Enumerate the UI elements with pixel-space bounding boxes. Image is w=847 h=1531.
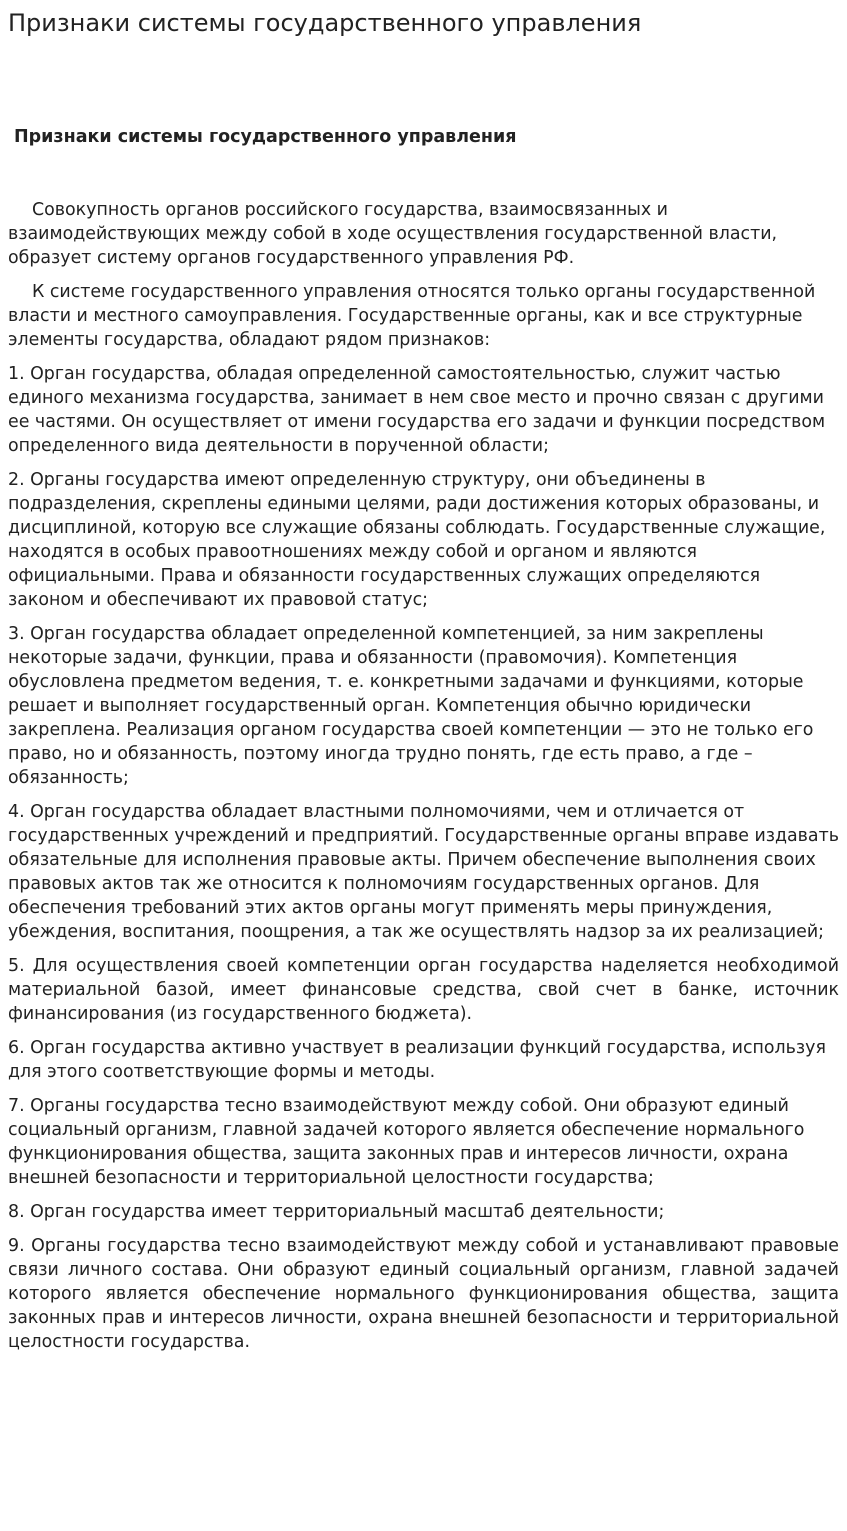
paragraph-item-5: 5. Для осуществления своей компетенции орган государства наделяется необходимой материальной базой, имеет финансовые средства, свой счет в банке, источник финансирования (из государственного бюджета). — [8, 956, 839, 1024]
paragraph-item-7: 7. Органы государства тесно взаимодействуют между собой. Они образуют единый социальный организм, главной задачей которого является обеспечение нормального функционирования общества, защита законных прав и интересов личности, охрана внешней безопасности и территориальной целостности государства; — [8, 1096, 805, 1188]
page-title: Признаки системы государственного управления — [8, 9, 642, 37]
paragraph-intro: Совокупность органов российского государства, взаимосвязанных и взаимодействующих между собой в ходе осуществления государственной власти, образует систему органов государственного управления РФ. — [8, 200, 778, 268]
article-heading: Признаки системы государственного управления — [14, 127, 517, 147]
article-body — [8, 198, 839, 1354]
paragraph-item-3: 3. Орган государства обладает определенной компетенцией, за ним закреплены некоторые задачи, функции, права и обязанности (правомочия). Компетенция обусловлена предметом ведения, т. е. конкретными задачами и функциями, которые решает и выполняет государственный орган. Компетенция обычно юридически закреплена. Реализация органом государства своей компетенции — это не только его право, но и обязанность, поэтому иногда трудно понять, где есть право, а где – обязанность; — [8, 624, 814, 788]
paragraph-item-1: 1. Орган государства, обладая определенной самостоятельностью, служит частью единого механизма государства, занимает в нем свое место и прочно связан с другими ее частями. Он осуществляет от имени государства его задачи и функции посредством определенного вида деятельности в порученной области; — [8, 364, 826, 456]
paragraph-item-2: 2. Органы государства имеют определенную структуру, они объединены в подразделения, скреплены едиными целями, ради достижения которых образованы, и дисциплиной, которую все служащие обязаны соблюдать. Государственные служащие, находятся в особых правоотношениях между собой и органом и являются официальными. Права и обязанности государственных служащих определяются законом и обеспечивают их правовой статус; — [8, 470, 826, 610]
paragraph-item-8: 8. Орган государства имеет территориальный масштаб деятельности; — [8, 1202, 665, 1222]
paragraph-item-9: 9. Органы государства тесно взаимодействуют между собой и устанавливают правовые связи личного состава. Они образуют единый социальный организм, главной задачей которого является обеспечение нормального функционирования общества, защита законных прав и интересов личности, охрана внешней безопасности и территориальной целостности государства. — [8, 1236, 839, 1352]
spacer — [8, 148, 839, 198]
paragraph-system: К системе государственного управления относятся только органы государственной власти и местного самоуправления. Государственные органы, как и все структурные элементы государства, обладают рядом признаков: — [8, 282, 816, 350]
spacer — [8, 38, 839, 126]
paragraph-item-6: 6. Орган государства активно участвует в реализации функций государства, используя для этого соответствующие формы и методы. — [8, 1038, 826, 1082]
paragraph-item-4: 4. Орган государства обладает властными полномочиями, чем и отличается от государственных учреждений и предприятий. Государственные органы вправе издавать обязательные для исполнения правовые акты. Причем обеспечение выполнения своих правовых актов так же относится к полномочиям государственных органов. Для обеспечения требований этих актов органы могут применять меры принуждения, убеждения, воспитания, поощрения, а так же осуществлять надзор за их реализацией; — [8, 802, 839, 942]
